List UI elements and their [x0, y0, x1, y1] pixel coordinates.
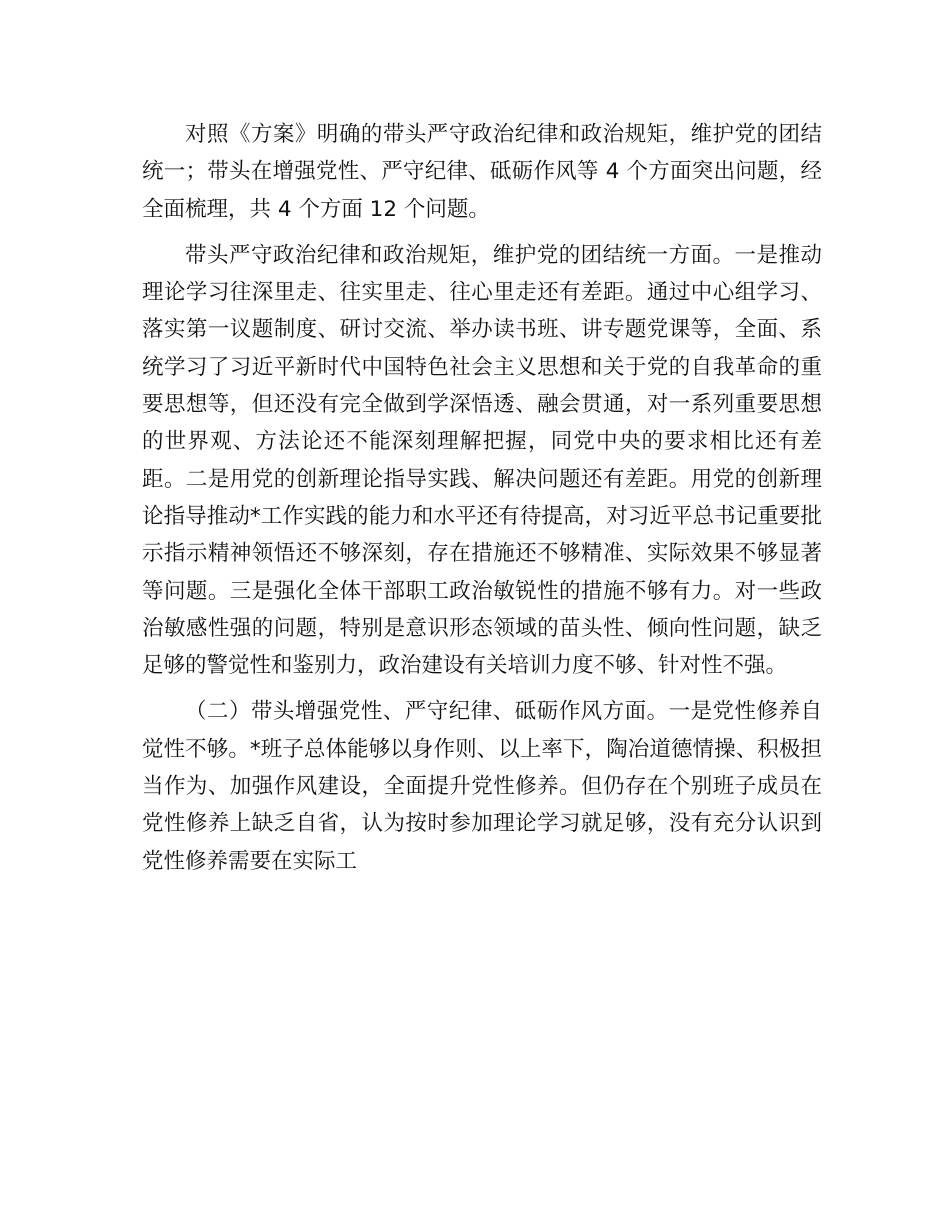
paragraph-intro: 对照《方案》明确的带头严守政治纪律和政治规矩，维护党的团结统一；带头在增强党性、严守纪律、砥砺作风等 4 个方面突出问题，经全面梳理，共 4 个方面 12 个问题。: [142, 122, 822, 222]
paragraph-section-one: 带头严守政治纪律和政治规矩，维护党的团结统一方面。一是推动理论学习往深里走、往实里走、往心里走还有差距。通过中心组学习、落实第一议题制度、研讨交流、举办读书班、讲专题党课等，全面、系统学习了习近平新时代中国特色社会主义思想和关于党的自我革命的重要思想等，但还没有完全做到学深悟透、融会贯通，对一系列重要思想的世界观、方法论还不能深刻理解把握，同党中央的要求相比还有差距。二是用党的创新理论指导实践、解决问题还有差距。用党的创新理论指导推动*工作实践的能力和水平还有待提高，对习近平总书记重要批示指示精神领悟还不够深刻，存在措施还不够精准、实际效果不够显著等问题。三是强化全体干部职工政治敏锐性的措施不够有力。对一些政治敏感性强的问题，特别是意识形态领域的苗头性、倾向性问题，缺乏足够的警觉性和鉴别力，政治建设有关培训力度不够、针对性不强。: [142, 242, 822, 679]
paragraph-section-two: （二）带头增强党性、严守纪律、砥砺作风方面。一是党性修养自觉性不够。*班子总体能够以身作则、以上率下，陶冶道德情操、积极担当作为、加强作风建设，全面提升党性修养。但仍存在个别班子成员在党性修养上缺乏自省，认为按时参加理论学习就足够，没有充分认识到党性修养需要在实际工: [142, 699, 822, 874]
document-body: [142, 116, 822, 880]
